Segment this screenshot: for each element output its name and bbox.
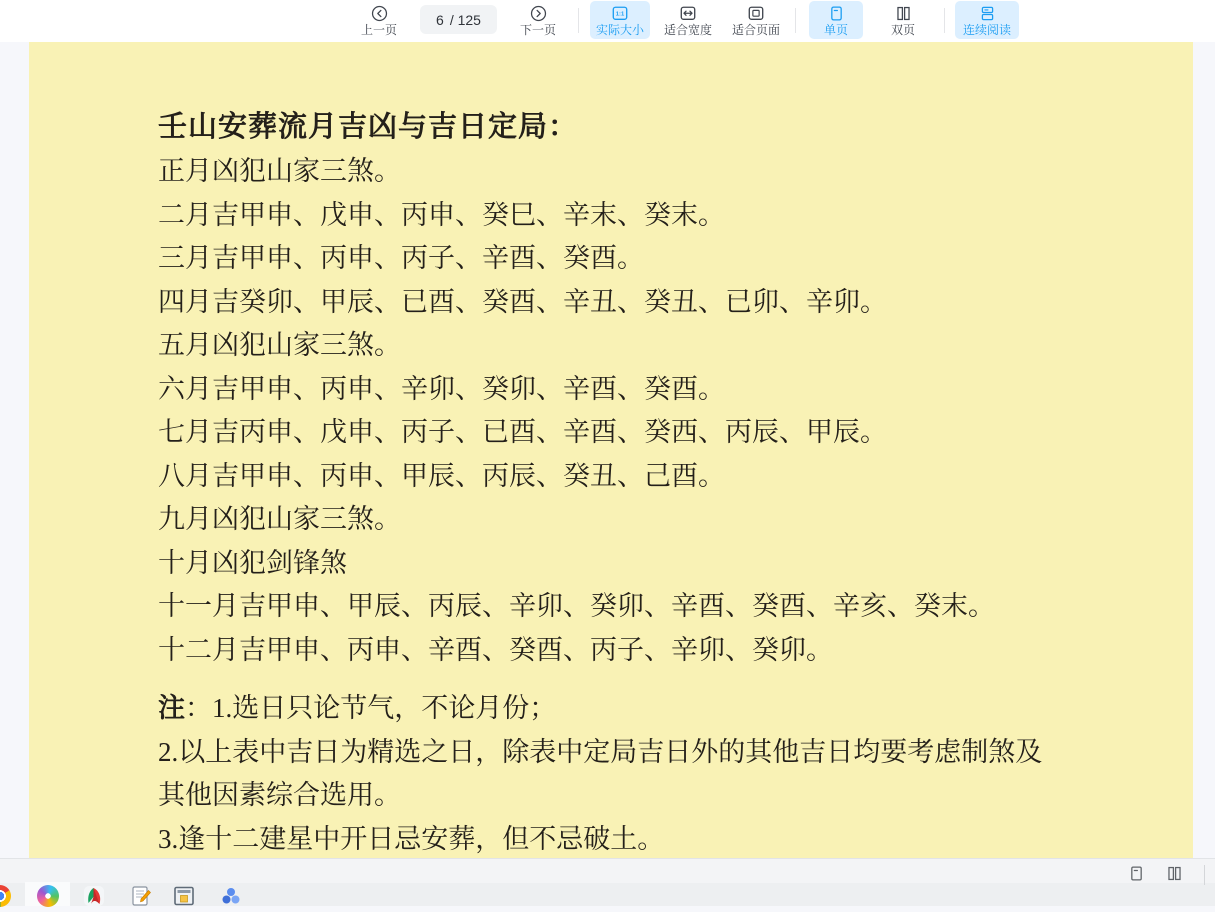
next-page-button[interactable] [509,1,567,39]
doc-note-line [158,687,1163,731]
actual-size-button[interactable] [590,1,650,39]
page-content [158,104,1163,858]
note-text: ：1.选日只论节气，不论月份； [185,693,557,723]
statusbar-double-view-button[interactable] [1166,865,1183,887]
note-prefix: 注 [158,693,185,723]
actual-size-label: 实际大小 [595,23,644,37]
page-total: / 125 [449,11,481,28]
continuous-read-label: 连续阅读 [962,23,1011,37]
circle-chevron-left-icon [371,5,388,22]
page-current: 6 [436,11,444,28]
doc-line: 七月吉丙申、戊申、丙子、已酉、辛酉、癸西、丙辰、甲辰。 [158,417,887,447]
fit-width-icon [679,5,697,22]
doc-line: 二月吉甲申、戊申、丙申、癸巳、辛末、癸末。 [158,199,725,230]
page-number-box[interactable] [420,5,497,34]
document-title: 壬山安葬流月吉凶与吉日定局： [158,111,579,143]
doc-line: 八月吉甲申、丙申、甲辰、丙辰、癸丑、己酉。 [158,460,725,491]
explorer-window-glyph [173,885,195,907]
reader-app-icon[interactable] [83,885,105,907]
double-page-label: 双页 [890,23,915,37]
toolbar-separator [944,8,945,33]
doc-line: 十一月吉甲申、甲辰、丙辰、辛卯、癸卯、辛酉、癸酉、辛亥、癸末。 [158,591,995,621]
doc-note-line: 其他因素综合选用。 [158,780,401,810]
svg-text:1:1: 1:1 [615,11,625,18]
pdf-page [29,42,1193,858]
doc-line: 三月吉甲申、丙申、丙子、辛酉、癸酉。 [158,243,644,273]
single-page-label: 单页 [823,23,848,37]
doc-line: 正月凶犯山家三煞。 [158,156,401,186]
statusbar-separator [1204,865,1205,885]
doc-note-line: 3.逢十二建星中开日忌安葬，但不忌破土。 [158,823,665,854]
one-to-one-icon [611,5,629,22]
fit-page-button[interactable] [726,1,786,39]
explorer-window-icon[interactable] [173,885,195,907]
doc-line: 十月凶犯剑锋煞 [158,547,347,578]
double-page-button[interactable] [876,1,930,39]
edge-browser-icon[interactable] [37,885,59,907]
doc-line: 六月吉甲申、丙申、辛卯、癸卯、辛酉、癸酉。 [158,373,725,404]
fit-page-label: 适合页面 [731,23,780,37]
prev-page-button[interactable] [350,1,408,39]
share-tool-icon[interactable] [220,885,242,907]
single-page-icon [828,5,845,22]
single-page-view-icon [1128,865,1145,882]
reader-app-glyph [83,885,105,907]
doc-line: 九月凶犯山家三煞。 [158,504,401,534]
continuous-read-icon [979,5,996,22]
toolbar-separator [578,8,579,33]
prev-page-label: 上一页 [360,23,397,37]
fit-width-button[interactable] [658,1,718,39]
statusbar-single-view-button[interactable] [1128,865,1145,887]
doc-note-line: 2.以上表中吉日为精选之日，除表中定局吉日外的其他吉日均要考虑制煞及 [158,736,1043,767]
notepad-icon[interactable] [130,885,152,907]
share-tool-glyph [220,885,242,907]
status-bar [0,858,1215,905]
double-page-icon [895,5,912,22]
doc-line: 十二月吉甲申、丙申、辛酉、癸酉、丙子、辛卯、癸卯。 [158,634,833,665]
doc-line: 五月凶犯山家三煞。 [158,330,401,360]
pdf-toolbar [0,0,1215,42]
double-page-view-icon [1166,865,1183,882]
next-page-label: 下一页 [519,23,556,37]
continuous-read-button[interactable] [955,1,1019,39]
toolbar-separator [795,8,796,33]
circle-chevron-right-icon [530,5,547,22]
fit-page-icon [747,5,765,22]
single-page-button[interactable] [809,1,863,39]
doc-line: 四月吉癸卯、甲辰、已酉、癸酉、辛丑、癸丑、已卯、辛卯。 [158,286,887,317]
fit-width-label: 适合宽度 [663,23,712,37]
notepad-glyph [130,885,152,907]
